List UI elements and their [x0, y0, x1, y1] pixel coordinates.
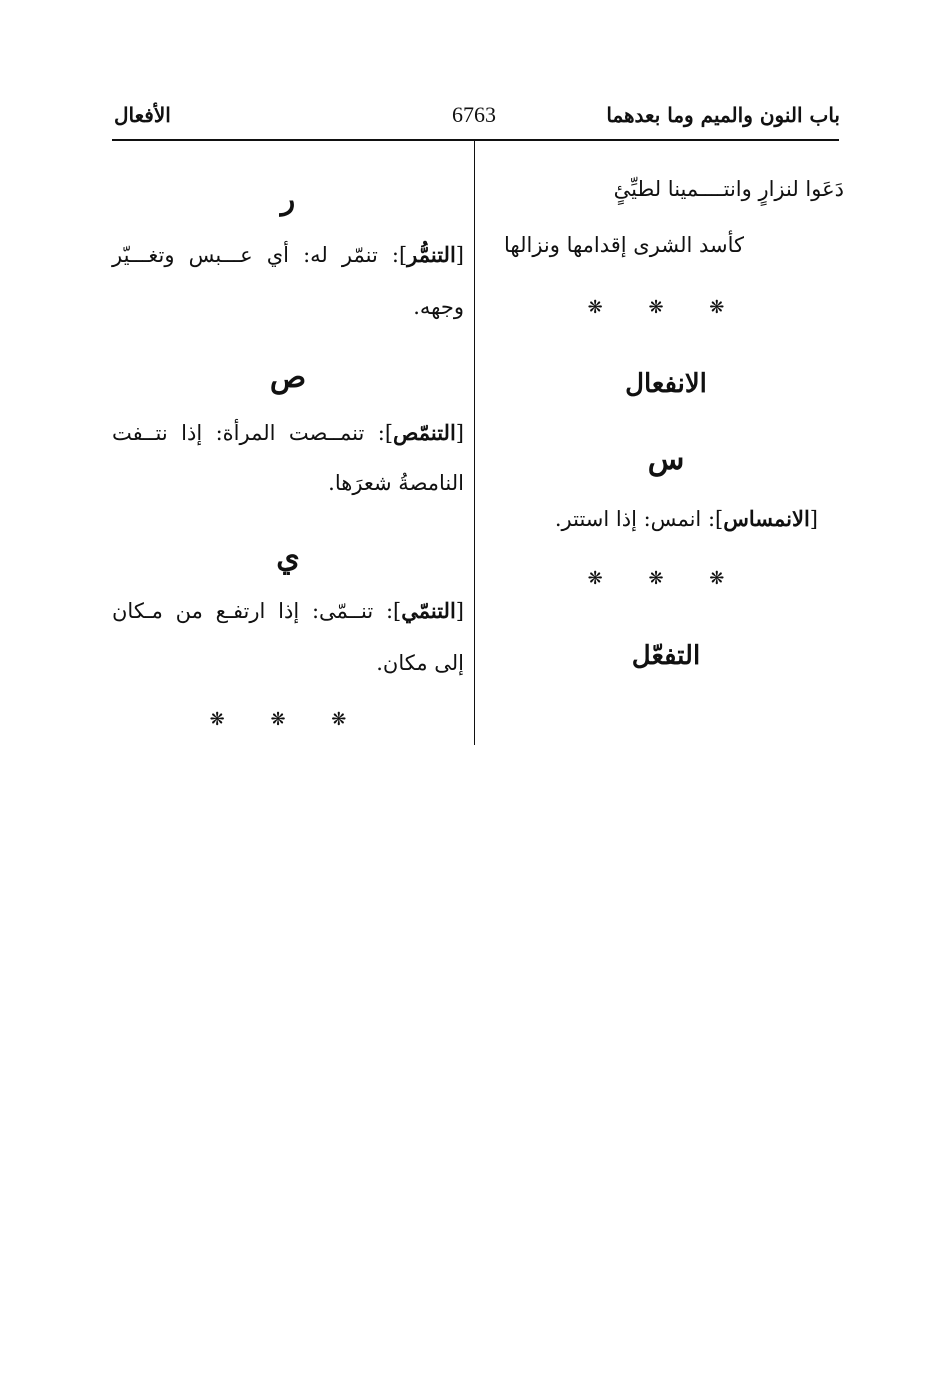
header-section-title: باب النون والميم وما بعدهما: [606, 103, 840, 127]
header-rule: [112, 139, 839, 141]
section-title-tafaul: التفعّل: [631, 641, 701, 671]
entry1-line2: وجهه.: [413, 295, 464, 319]
entry-inmisas: [555, 504, 818, 534]
entry-open-bracket: [: [809, 507, 818, 531]
verse-line-2: كأسد الشرى إقدامها ونزالها: [504, 233, 744, 257]
entry2-line2: النامصةُ شعرَها.: [328, 471, 464, 495]
letter-heading-ra: ر: [280, 182, 296, 217]
entry3-text: : تنــمّى: إذا ارتفـع من مـكان: [112, 599, 394, 623]
separator-stars-left: ❋ ❋ ❋: [209, 709, 367, 730]
entry2-text: : تنمــصت المرأة: إذا نتــفت: [112, 421, 385, 445]
section-title-infiaal: الانفعال: [625, 369, 707, 399]
verse-line-1: دَعَوا لنزارٍ وانتــــمينا لطيِّئٍ: [613, 177, 844, 201]
separator-stars-2: ❋ ❋ ❋: [587, 568, 745, 589]
letter-heading-ya: ي: [276, 540, 300, 575]
separator-stars-1: ❋ ❋ ❋: [587, 297, 745, 318]
page-number: 6763: [452, 102, 496, 127]
entry3-term: التنمّي: [401, 598, 456, 623]
entry1-term: التنمُّر: [407, 242, 456, 267]
entry3-line2: إلى مكان.: [376, 651, 464, 675]
entry3-line1: [التنمّي]: تنــمّى: إذا ارتفـع من مـكان: [112, 598, 464, 623]
letter-heading-sad: ص: [269, 360, 307, 395]
entry1-text: : تنمّر له: أي عـــبس وتغـــيّر: [112, 243, 399, 267]
entry1-line1: [التنمُّر]: تنمّر له: أي عـــبس وتغـــيّر: [112, 242, 464, 267]
entry-definition: : انمس: إذا استتر.: [554, 507, 716, 531]
entry-term: الانمساس: [723, 506, 810, 531]
column-divider: [474, 141, 475, 745]
entry2-term: التنمّص: [393, 420, 456, 445]
letter-heading-seen: س: [647, 442, 685, 477]
entry2-line1: [التنمّص]: تنمــصت المرأة: إذا نتــفت: [112, 420, 464, 445]
entry-close-bracket: ]: [715, 507, 724, 531]
header-chapter-title: الأفعال: [114, 103, 171, 127]
